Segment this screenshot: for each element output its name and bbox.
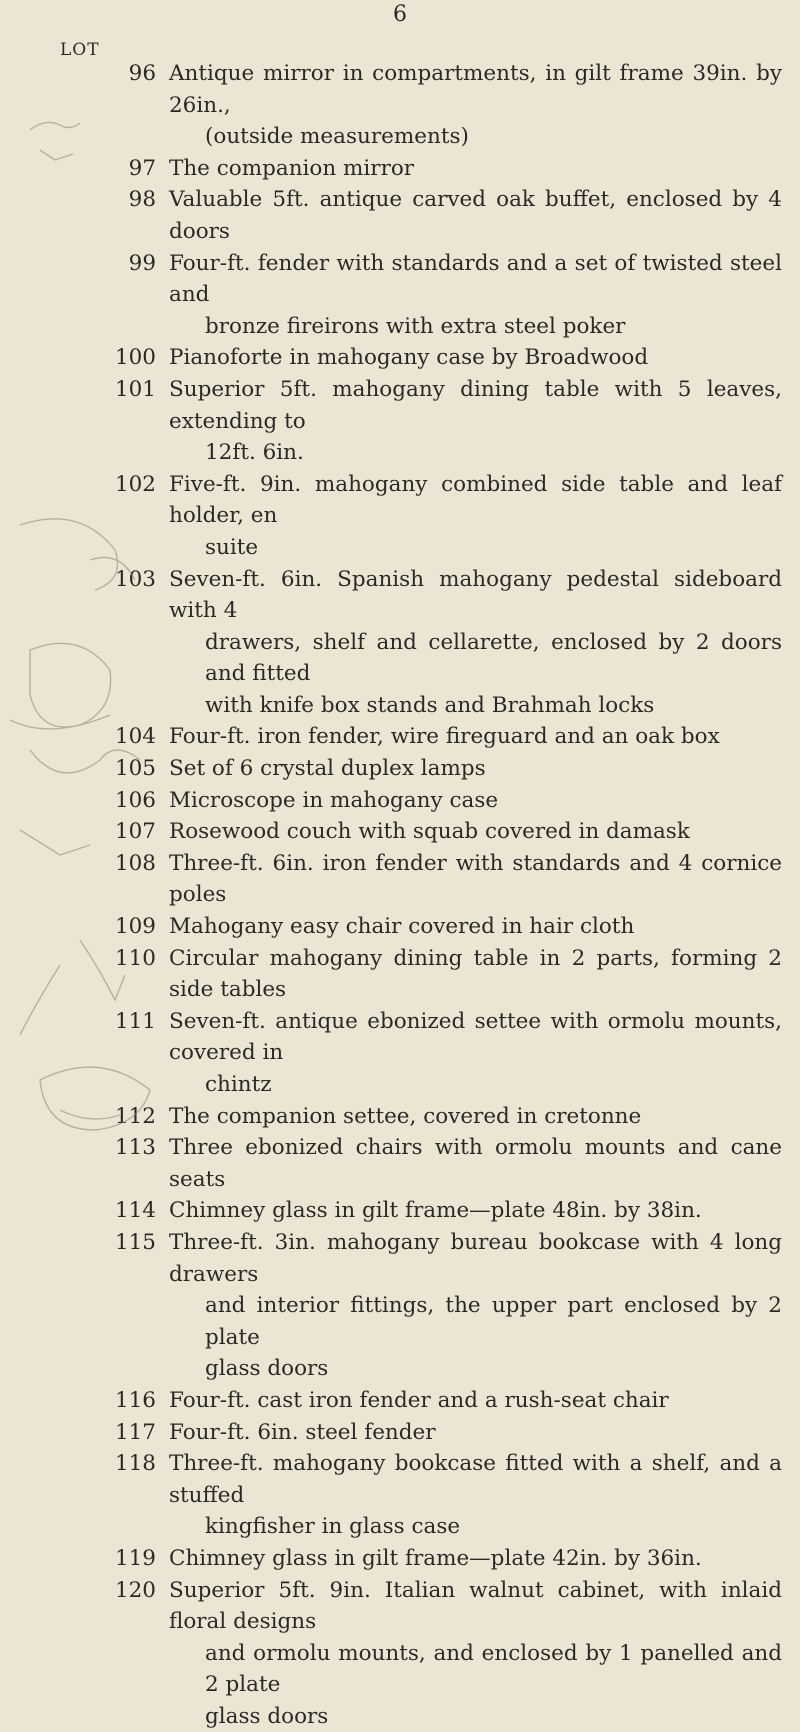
lot-description-line: 12ft. 6in.: [169, 437, 782, 469]
lot-number: 115: [60, 1227, 156, 1259]
lot-description-line: Three-ft. 3in. mahogany bureau bookcase with 4 long drawers: [169, 1227, 782, 1290]
lot-entry: [0, 1227, 800, 1385]
page-number: 6: [0, 2, 800, 27]
lot-description-line: Three-ft. mahogany bookcase fitted with a shelf, and a stuffed: [169, 1448, 782, 1511]
lot-description-line: Superior 5ft. mahogany dining table with 5 leaves, extending to: [169, 374, 782, 437]
lot-number: 99: [60, 248, 156, 280]
lot-description-line: Superior 5ft. 9in. Italian walnut cabinet, with inlaid floral designs: [169, 1575, 782, 1638]
lot-entry: [0, 911, 800, 943]
lot-description-line: Seven-ft. antique ebonized settee with ormolu mounts, covered in: [169, 1006, 782, 1069]
lot-entry: [0, 248, 800, 343]
lot-description-line: Four-ft. iron fender, wire fireguard and an oak box: [169, 721, 782, 753]
lot-entry: [0, 753, 800, 785]
lot-number: 120: [60, 1575, 156, 1607]
lot-entry: [0, 1417, 800, 1449]
lot-number: 103: [60, 564, 156, 596]
lot-number: 118: [60, 1448, 156, 1480]
lot-description-line: Pianoforte in mahogany case by Broadwood: [169, 342, 782, 374]
lot-description-line: The companion mirror: [169, 153, 782, 185]
lot-description-line: with knife box stands and Brahmah locks: [169, 690, 782, 722]
lot-entry: [0, 564, 800, 722]
lot-number: 101: [60, 374, 156, 406]
lot-entry: [0, 1385, 800, 1417]
lot-number: 113: [60, 1132, 156, 1164]
lot-entry: [0, 1132, 800, 1195]
lot-description-line: Five-ft. 9in. mahogany combined side table and leaf holder, en: [169, 469, 782, 532]
lot-entry: [0, 1543, 800, 1575]
lot-description-line: Chimney glass in gilt frame—plate 42in. by 36in.: [169, 1543, 782, 1575]
lot-description-line: (outside measurements): [169, 121, 782, 153]
lot-entry: [0, 1195, 800, 1227]
lot-description-line: and ormolu mounts, and enclosed by 1 panelled and 2 plate: [169, 1638, 782, 1701]
lot-entry: [0, 1575, 800, 1732]
lot-number: 117: [60, 1417, 156, 1449]
lot-description-line: suite: [169, 532, 782, 564]
lot-number: 104: [60, 721, 156, 753]
lot-number: 111: [60, 1006, 156, 1038]
lot-number: 116: [60, 1385, 156, 1417]
lot-description-line: kingfisher in glass case: [169, 1511, 782, 1543]
lot-entry: [0, 943, 800, 1006]
lot-entry: [0, 469, 800, 564]
lot-description-line: Set of 6 crystal duplex lamps: [169, 753, 782, 785]
lot-entry: [0, 785, 800, 817]
lot-column-header: LOT: [60, 40, 100, 60]
lot-entry: [0, 342, 800, 374]
lot-number: 108: [60, 848, 156, 880]
lot-number: 119: [60, 1543, 156, 1575]
lot-description-line: Microscope in mahogany case: [169, 785, 782, 817]
lot-entry: [0, 184, 800, 247]
lot-description-line: The companion settee, covered in cretonne: [169, 1101, 782, 1133]
lot-number: 106: [60, 785, 156, 817]
lot-list: [0, 58, 800, 1732]
lot-description-line: Chimney glass in gilt frame—plate 48in. by 38in.: [169, 1195, 782, 1227]
lot-number: 105: [60, 753, 156, 785]
lot-number: 109: [60, 911, 156, 943]
lot-description-line: glass doors: [169, 1353, 782, 1385]
lot-description-line: Four-ft. cast iron fender and a rush-seat chair: [169, 1385, 782, 1417]
lot-description-line: and interior fittings, the upper part enclosed by 2 plate: [169, 1290, 782, 1353]
lot-description-line: Four-ft. 6in. steel fender: [169, 1417, 782, 1449]
lot-description-line: glass doors: [169, 1701, 782, 1732]
lot-description-line: Circular mahogany dining table in 2 parts, forming 2 side tables: [169, 943, 782, 1006]
lot-number: 98: [60, 184, 156, 216]
lot-entry: [0, 153, 800, 185]
lot-number: 110: [60, 943, 156, 975]
lot-description-line: Mahogany easy chair covered in hair cloth: [169, 911, 782, 943]
lot-entry: [0, 58, 800, 153]
lot-entry: [0, 816, 800, 848]
lot-description-line: Three ebonized chairs with ormolu mounts and cane seats: [169, 1132, 782, 1195]
lot-number: 100: [60, 342, 156, 374]
lot-entry: [0, 1448, 800, 1543]
lot-number: 102: [60, 469, 156, 501]
lot-description-line: Valuable 5ft. antique carved oak buffet, enclosed by 4 doors: [169, 184, 782, 247]
lot-entry: [0, 374, 800, 469]
lot-number: 97: [60, 153, 156, 185]
lot-number: 112: [60, 1101, 156, 1133]
lot-description-line: bronze fireirons with extra steel poker: [169, 311, 782, 343]
lot-description-line: chintz: [169, 1069, 782, 1101]
lot-entry: [0, 721, 800, 753]
lot-number: 114: [60, 1195, 156, 1227]
lot-entry: [0, 1006, 800, 1101]
lot-description-line: Seven-ft. 6in. Spanish mahogany pedestal sideboard with 4: [169, 564, 782, 627]
lot-entry: [0, 848, 800, 911]
lot-entry: [0, 1101, 800, 1133]
lot-description-line: Three-ft. 6in. iron fender with standards and 4 cornice poles: [169, 848, 782, 911]
lot-description-line: Antique mirror in compartments, in gilt frame 39in. by 26in.,: [169, 58, 782, 121]
lot-description-line: Rosewood couch with squab covered in damask: [169, 816, 782, 848]
lot-description-line: Four-ft. fender with standards and a set of twisted steel and: [169, 248, 782, 311]
lot-number: 107: [60, 816, 156, 848]
lot-description-line: drawers, shelf and cellarette, enclosed by 2 doors and fitted: [169, 627, 782, 690]
lot-number: 96: [60, 58, 156, 90]
